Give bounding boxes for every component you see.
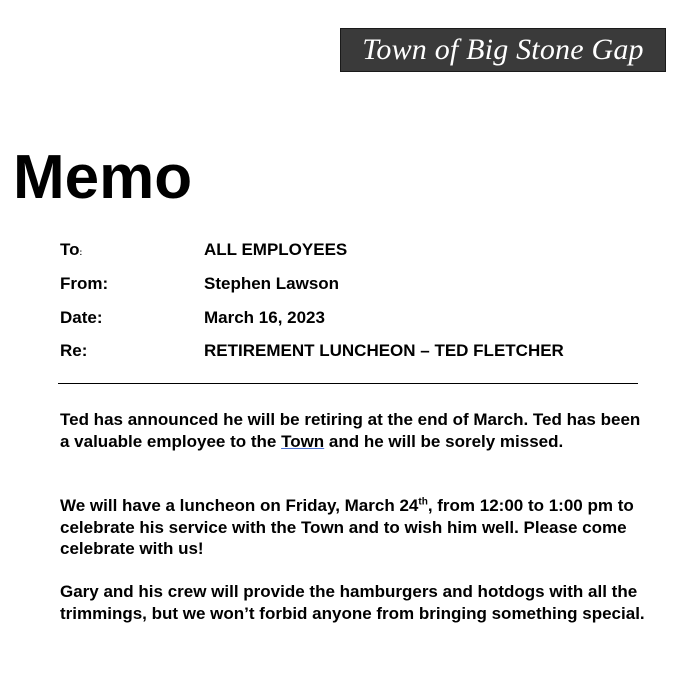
paragraph-luncheon: We will have a luncheon on Friday, March 24th, from 12:00 to 1:00 pm to celebrate his service with the Town and to wish him well. Please come celebrate with us! bbox=[60, 496, 634, 558]
memo-title: Memo bbox=[13, 143, 193, 212]
re-value: RETIREMENT LUNCHEON – TED FLETCHER bbox=[204, 341, 564, 360]
header-divider bbox=[58, 383, 638, 384]
banner-title: Town of Big Stone Gap bbox=[362, 33, 644, 66]
re-label: Re: bbox=[60, 341, 88, 360]
paragraph-announcement: Ted has announced he will be retiring at the end of March. Ted has been a valuable employee to the Town and he will be sorely missed. bbox=[60, 410, 641, 451]
from-value: Stephen Lawson bbox=[204, 274, 340, 293]
from-label: From: bbox=[60, 274, 109, 293]
to-value: ALL EMPLOYEES bbox=[204, 240, 348, 259]
date-label: Date: bbox=[60, 308, 103, 327]
date-value: March 16, 2023 bbox=[204, 308, 325, 327]
town-word: Town bbox=[281, 431, 325, 451]
paragraph-food: Gary and his crew will provide the hamburgers and hotdogs with all the trimmings, but we won’t forbid anyone from bringing something special. bbox=[60, 582, 645, 623]
town-banner bbox=[340, 28, 666, 72]
to-label: To: bbox=[60, 240, 83, 259]
